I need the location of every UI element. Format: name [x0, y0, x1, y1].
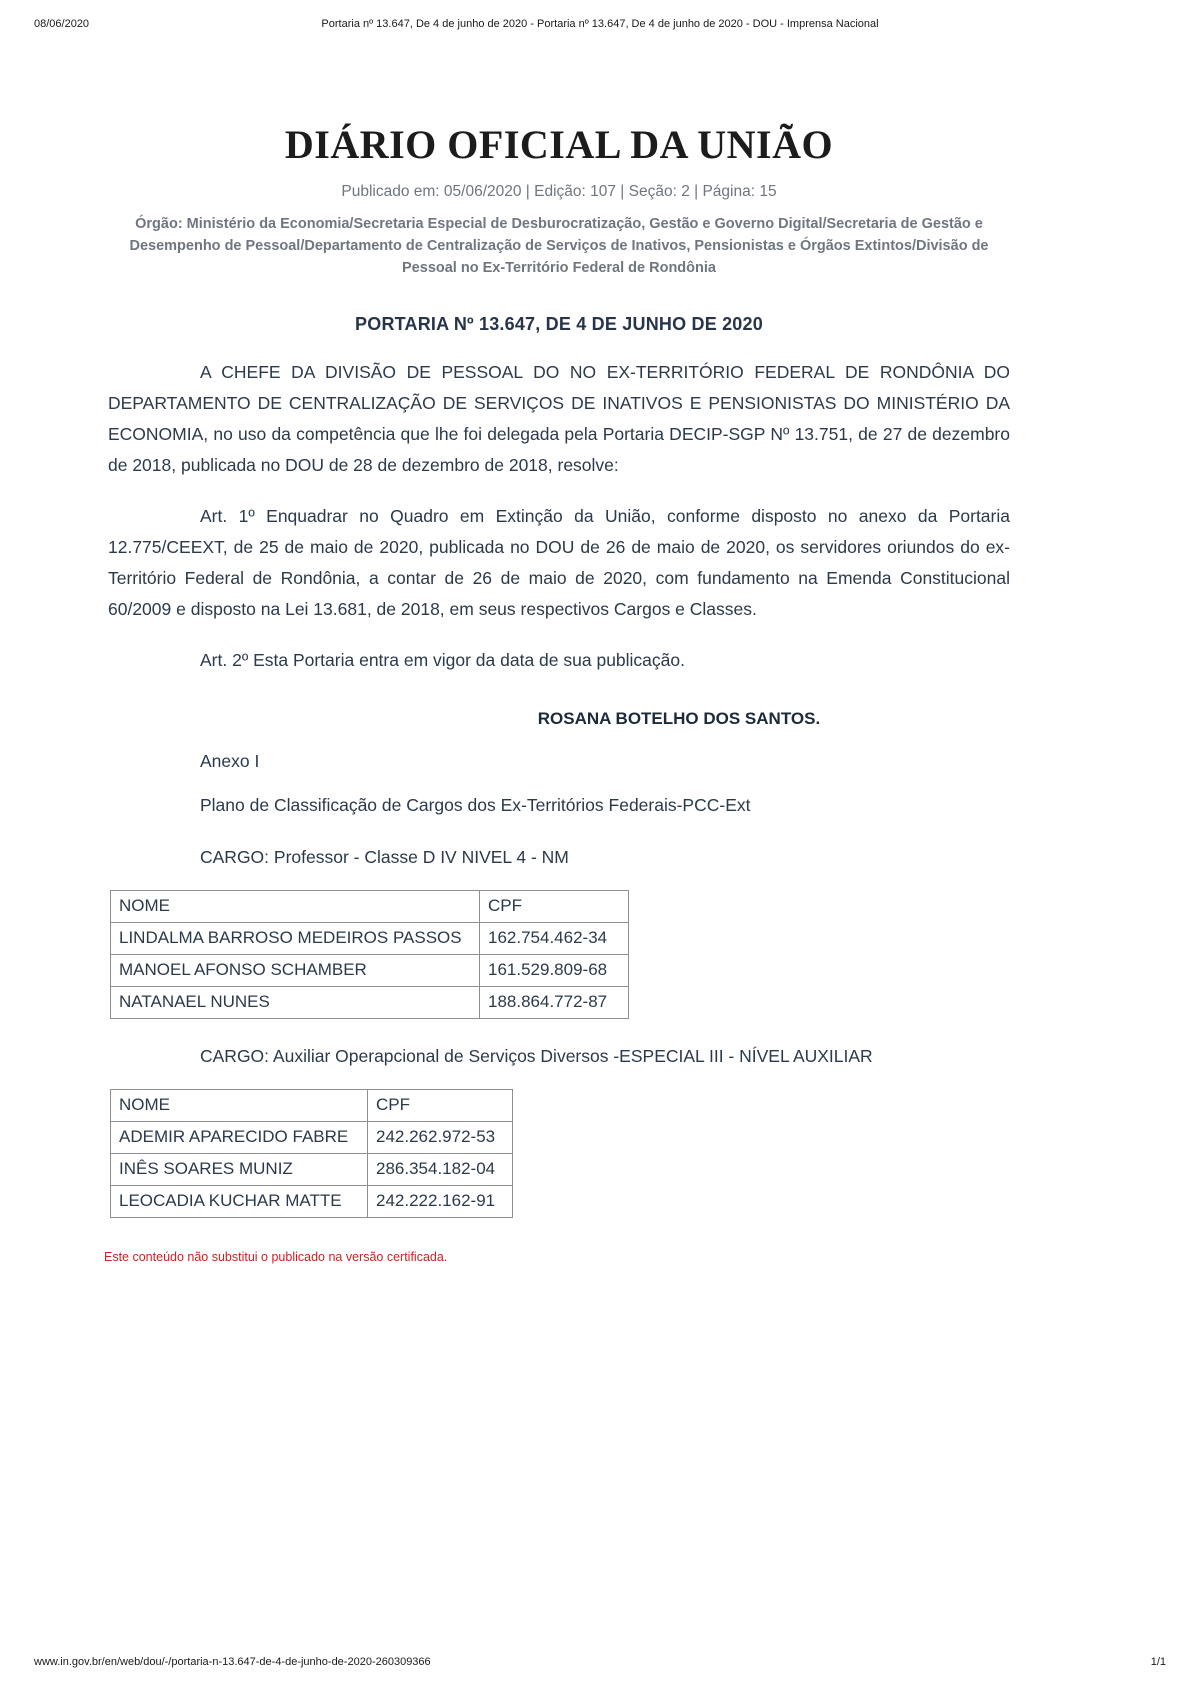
column-header-nome: NOME: [111, 891, 480, 923]
cargo-heading-2: CARGO: Auxiliar Operapcional de Serviços Diversos -ESPECIAL III - NÍVEL AUXILIAR: [200, 1046, 873, 1066]
act-preamble: A CHEFE DA DIVISÃO DE PESSOAL DO NO EX-TERRITÓRIO FEDERAL DE RONDÔNIA DO DEPARTAMENTO DE CENTRALIZAÇÃO DE SERVIÇOS DE INATIVOS E PENSIONISTAS DO MINISTÉRIO DA ECONOMIA, no uso da competência que lhe foi delegada pela Portaria DECIP-SGP Nº 13.751, de 27 de dezembro de 2018, publicada no DOU de 28 de dezembro de 2018, resolve:: [108, 362, 1010, 475]
signatory-name: ROSANA BOTELHO DOS SANTOS.: [537, 709, 821, 728]
print-header-date: 08/06/2020: [34, 18, 90, 30]
cargo-heading-1: CARGO: Professor - Classe D IV NIVEL 4 - NM: [200, 847, 569, 867]
cell-cpf: 162.754.462-34: [480, 923, 629, 955]
annex-table-1: [110, 890, 629, 1019]
table-row: [111, 923, 629, 955]
page-title: DIÁRIO OFICIAL DA UNIÃO: [284, 122, 834, 167]
table-row: [111, 1186, 513, 1218]
table-row: [111, 1154, 513, 1186]
cell-cpf: 242.262.972-53: [368, 1122, 513, 1154]
cell-nome: ADEMIR APARECIDO FABRE: [111, 1122, 368, 1154]
cell-nome: INÊS SOARES MUNIZ: [111, 1154, 368, 1186]
cell-cpf: 242.222.162-91: [368, 1186, 513, 1218]
print-footer: [0, 1656, 1200, 1672]
print-header-title: Portaria nº 13.647, De 4 de junho de 2020 - Portaria nº 13.647, De 4 de junho de 2020 - DOU - Imprensa Nacional: [321, 18, 879, 30]
table-header-row: [111, 891, 629, 923]
publication-info: Publicado em: 05/06/2020 | Edição: 107 | Seção: 2 | Página: 15: [341, 183, 777, 200]
cell-cpf: 161.529.809-68: [480, 955, 629, 987]
cell-nome: LEOCADIA KUCHAR MATTE: [111, 1186, 368, 1218]
column-header-cpf: CPF: [480, 891, 629, 923]
table-row: [111, 955, 629, 987]
annex-plan-line: Plano de Classificação de Cargos dos Ex-Territórios Federais-PCC-Ext: [200, 795, 751, 815]
act-article-1: Art. 1º Enquadrar no Quadro em Extinção da União, conforme disposto no anexo da Portaria 12.775/CEEXT, de 25 de maio de 2020, publicada no DOU de 26 de maio de 2020, os servidores oriundos do ex-Território Federal de Rondônia, a contar de 26 de maio de 2020, com fundamento na Emenda Constitucional 60/2009 e disposto na Lei 13.681, de 2018, em seus respectivos Cargos e Classes.: [108, 506, 1010, 619]
cell-nome: NATANAEL NUNES: [111, 987, 480, 1019]
cell-nome: LINDALMA BARROSO MEDEIROS PASSOS: [111, 923, 480, 955]
table-header-row: [111, 1090, 513, 1122]
act-article-2: Art. 2º Esta Portaria entra em vigor da data de sua publicação.: [200, 650, 685, 670]
document-page: [104, 0, 1010, 1266]
column-header-nome: NOME: [111, 1090, 368, 1122]
column-header-cpf: CPF: [368, 1090, 513, 1122]
annex-label: Anexo I: [200, 751, 260, 771]
cell-cpf: 188.864.772-87: [480, 987, 629, 1019]
annex-table-2: [110, 1089, 513, 1218]
organ-line: Órgão: Ministério da Economia/Secretaria Especial de Desburocratização, Gestão e Governo Digital/Secretaria de Gestão e Desempenho de Pessoal/Departamento de Centralização de Serviços de Inativos, Pensionistas e Órgãos Extintos/Divisão de Pessoal no Ex-Território Federal de Rondônia: [129, 216, 989, 276]
print-footer-url: www.in.gov.br/en/web/dou/-/portaria-n-13.647-de-4-de-junho-de-2020-260309366: [34, 1656, 431, 1668]
table-row: [111, 987, 629, 1019]
cell-cpf: 286.354.182-04: [368, 1154, 513, 1186]
table-row: [111, 1122, 513, 1154]
certification-disclaimer: Este conteúdo não substitui o publicado na versão certificada.: [104, 1250, 448, 1264]
act-heading: PORTARIA Nº 13.647, DE 4 DE JUNHO DE 2020: [355, 314, 763, 334]
cell-nome: MANOEL AFONSO SCHAMBER: [111, 955, 480, 987]
print-footer-page-number: 1/1: [1150, 1656, 1166, 1668]
